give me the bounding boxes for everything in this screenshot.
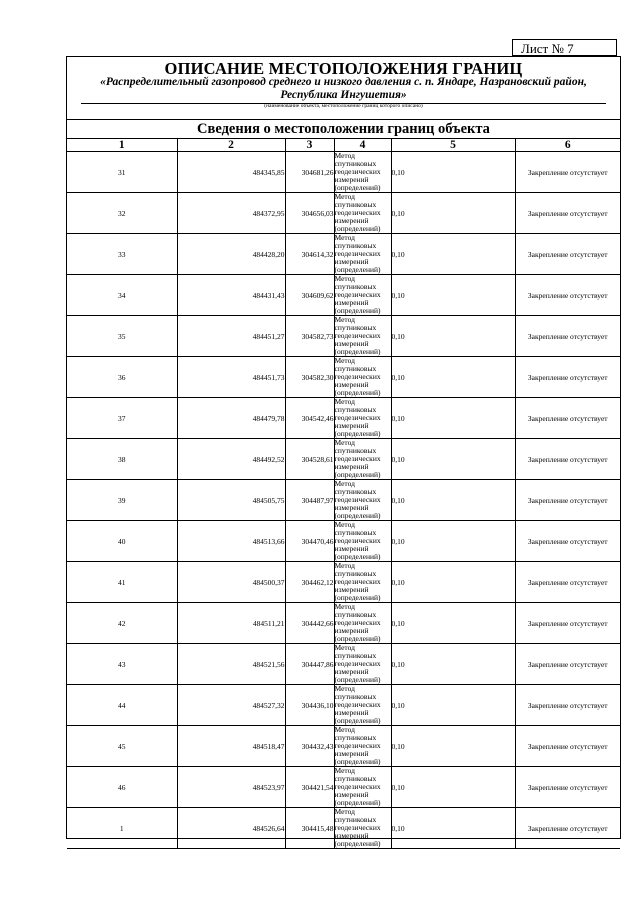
accuracy-cell: 0,10 xyxy=(391,398,515,439)
x-coordinate-cell: 484505,75 xyxy=(177,480,285,521)
method-cell: Метод спутниковых геодезических измерений (определений) xyxy=(334,439,391,480)
table-row xyxy=(67,316,620,357)
method-cell: Метод спутниковых геодезических измерений (определений) xyxy=(334,152,391,193)
table-row xyxy=(67,275,620,316)
fixing-cell: Закрепление отсутствует xyxy=(515,316,620,357)
y-coordinate-cell: 304436,10 xyxy=(285,685,334,726)
table-body xyxy=(67,152,620,849)
method-cell: Метод спутниковых геодезических измерений (определений) xyxy=(334,644,391,685)
table-row xyxy=(67,521,620,562)
table-header-row xyxy=(67,139,620,152)
y-coordinate-cell: 304656,03 xyxy=(285,193,334,234)
point-number-cell: 34 xyxy=(67,275,177,316)
point-number-cell: 31 xyxy=(67,152,177,193)
table-row xyxy=(67,152,620,193)
document-title: ОПИСАНИЕ МЕСТОПОЛОЖЕНИЯ ГРАНИЦ xyxy=(164,59,523,78)
method-cell: Метод спутниковых геодезических измерений (определений) xyxy=(334,234,391,275)
point-number-cell: 43 xyxy=(67,644,177,685)
x-coordinate-cell: 484451,27 xyxy=(177,316,285,357)
x-coordinate-cell: 484518,47 xyxy=(177,726,285,767)
y-coordinate-cell: 304582,73 xyxy=(285,316,334,357)
y-coordinate-cell: 304470,46 xyxy=(285,521,334,562)
table-row xyxy=(67,726,620,767)
point-number-cell: 44 xyxy=(67,685,177,726)
fixing-cell: Закрепление отсутствует xyxy=(515,357,620,398)
fixing-cell: Закрепление отсутствует xyxy=(515,439,620,480)
point-number-cell: 41 xyxy=(67,562,177,603)
y-coordinate-cell: 304462,12 xyxy=(285,562,334,603)
fixing-cell: Закрепление отсутствует xyxy=(515,193,620,234)
column-header: 6 xyxy=(515,139,620,152)
method-cell: Метод спутниковых геодезических измерений (определений) xyxy=(334,603,391,644)
point-number-cell: 46 xyxy=(67,767,177,808)
table-row xyxy=(67,808,620,849)
accuracy-cell: 0,10 xyxy=(391,152,515,193)
x-coordinate-cell: 484500,37 xyxy=(177,562,285,603)
point-number-cell: 32 xyxy=(67,193,177,234)
point-number-cell: 40 xyxy=(67,521,177,562)
method-cell: Метод спутниковых геодезических измерений (определений) xyxy=(334,521,391,562)
fixing-cell: Закрепление отсутствует xyxy=(515,275,620,316)
point-number-cell: 35 xyxy=(67,316,177,357)
x-coordinate-cell: 484345,85 xyxy=(177,152,285,193)
method-cell: Метод спутниковых геодезических измерений (определений) xyxy=(334,767,391,808)
method-cell: Метод спутниковых геодезических измерений (определений) xyxy=(334,316,391,357)
fixing-cell: Закрепление отсутствует xyxy=(515,152,620,193)
column-header: 4 xyxy=(334,139,391,152)
accuracy-cell: 0,10 xyxy=(391,234,515,275)
column-header: 5 xyxy=(391,139,515,152)
accuracy-cell: 0,10 xyxy=(391,193,515,234)
sheet-number: Лист № 7 xyxy=(512,39,617,56)
y-coordinate-cell: 304447,86 xyxy=(285,644,334,685)
point-number-cell: 45 xyxy=(67,726,177,767)
x-coordinate-cell: 484492,52 xyxy=(177,439,285,480)
table-row xyxy=(67,767,620,808)
y-coordinate-cell: 304582,30 xyxy=(285,357,334,398)
x-coordinate-cell: 484431,43 xyxy=(177,275,285,316)
x-coordinate-cell: 484513,66 xyxy=(177,521,285,562)
table-row xyxy=(67,480,620,521)
x-coordinate-cell: 484479,78 xyxy=(177,398,285,439)
method-cell: Метод спутниковых геодезических измерений (определений) xyxy=(334,193,391,234)
x-coordinate-cell: 484451,73 xyxy=(177,357,285,398)
point-number-cell: 33 xyxy=(67,234,177,275)
object-name-caption: (наименование объекта, местоположение границ которого описано) xyxy=(264,103,423,109)
table-row xyxy=(67,562,620,603)
fixing-cell: Закрепление отсутствует xyxy=(515,562,620,603)
y-coordinate-cell: 304415,48 xyxy=(285,808,334,849)
object-name: «Распределительный газопровод среднего и низкого давления с. п. Яндаре, Назрановский район, Республика Ингушетия» xyxy=(100,76,587,101)
point-number-cell: 36 xyxy=(67,357,177,398)
fixing-cell: Закрепление отсутствует xyxy=(515,480,620,521)
accuracy-cell: 0,10 xyxy=(391,316,515,357)
fixing-cell: Закрепление отсутствует xyxy=(515,685,620,726)
point-number-cell: 37 xyxy=(67,398,177,439)
table-row xyxy=(67,439,620,480)
table-row xyxy=(67,398,620,439)
accuracy-cell: 0,10 xyxy=(391,603,515,644)
column-header: 2 xyxy=(177,139,285,152)
table-row xyxy=(67,193,620,234)
x-coordinate-cell: 484511,21 xyxy=(177,603,285,644)
method-cell: Метод спутниковых геодезических измерений (определений) xyxy=(334,357,391,398)
column-header: 3 xyxy=(285,139,334,152)
fixing-cell: Закрепление отсутствует xyxy=(515,767,620,808)
accuracy-cell: 0,10 xyxy=(391,439,515,480)
fixing-cell: Закрепление отсутствует xyxy=(515,234,620,275)
y-coordinate-cell: 304609,62 xyxy=(285,275,334,316)
document-header xyxy=(67,57,620,119)
method-cell: Метод спутниковых геодезических измерений (определений) xyxy=(334,808,391,849)
y-coordinate-cell: 304421,54 xyxy=(285,767,334,808)
document-frame xyxy=(66,56,621,848)
fixing-cell: Закрепление отсутствует xyxy=(515,808,620,849)
y-coordinate-cell: 304542,46 xyxy=(285,398,334,439)
fixing-cell: Закрепление отсутствует xyxy=(515,398,620,439)
method-cell: Метод спутниковых геодезических измерений (определений) xyxy=(334,562,391,603)
table-row xyxy=(67,603,620,644)
point-number-cell: 1 xyxy=(67,808,177,849)
accuracy-cell: 0,10 xyxy=(391,808,515,849)
method-cell: Метод спутниковых геодезических измерений (определений) xyxy=(334,398,391,439)
fixing-cell: Закрепление отсутствует xyxy=(515,726,620,767)
x-coordinate-cell: 484527,32 xyxy=(177,685,285,726)
y-coordinate-cell: 304681,26 xyxy=(285,152,334,193)
y-coordinate-cell: 304487,97 xyxy=(285,480,334,521)
method-cell: Метод спутниковых геодезических измерений (определений) xyxy=(334,685,391,726)
x-coordinate-cell: 484526,64 xyxy=(177,808,285,849)
method-cell: Метод спутниковых геодезических измерений (определений) xyxy=(334,726,391,767)
accuracy-cell: 0,10 xyxy=(391,767,515,808)
x-coordinate-cell: 484372,95 xyxy=(177,193,285,234)
section-title: Сведения о местоположении границ объекта xyxy=(197,121,490,137)
accuracy-cell: 0,10 xyxy=(391,644,515,685)
x-coordinate-cell: 484523,97 xyxy=(177,767,285,808)
column-header: 1 xyxy=(67,139,177,152)
accuracy-cell: 0,10 xyxy=(391,562,515,603)
x-coordinate-cell: 484521,56 xyxy=(177,644,285,685)
section-divider-top xyxy=(67,119,620,120)
table-row xyxy=(67,234,620,275)
accuracy-cell: 0,10 xyxy=(391,275,515,316)
accuracy-cell: 0,10 xyxy=(391,521,515,562)
y-coordinate-cell: 304614,32 xyxy=(285,234,334,275)
method-cell: Метод спутниковых геодезических измерений (определений) xyxy=(334,480,391,521)
accuracy-cell: 0,10 xyxy=(391,357,515,398)
fixing-cell: Закрепление отсутствует xyxy=(515,603,620,644)
table-row xyxy=(67,644,620,685)
accuracy-cell: 0,10 xyxy=(391,480,515,521)
fixing-cell: Закрепление отсутствует xyxy=(515,644,620,685)
coordinates-table xyxy=(67,139,620,849)
fixing-cell: Закрепление отсутствует xyxy=(515,521,620,562)
y-coordinate-cell: 304442,66 xyxy=(285,603,334,644)
point-number-cell: 38 xyxy=(67,439,177,480)
x-coordinate-cell: 484428,20 xyxy=(177,234,285,275)
accuracy-cell: 0,10 xyxy=(391,685,515,726)
point-number-cell: 39 xyxy=(67,480,177,521)
method-cell: Метод спутниковых геодезических измерений (определений) xyxy=(334,275,391,316)
point-number-cell: 42 xyxy=(67,603,177,644)
y-coordinate-cell: 304432,43 xyxy=(285,726,334,767)
table-row xyxy=(67,357,620,398)
accuracy-cell: 0,10 xyxy=(391,726,515,767)
y-coordinate-cell: 304528,61 xyxy=(285,439,334,480)
table-row xyxy=(67,685,620,726)
